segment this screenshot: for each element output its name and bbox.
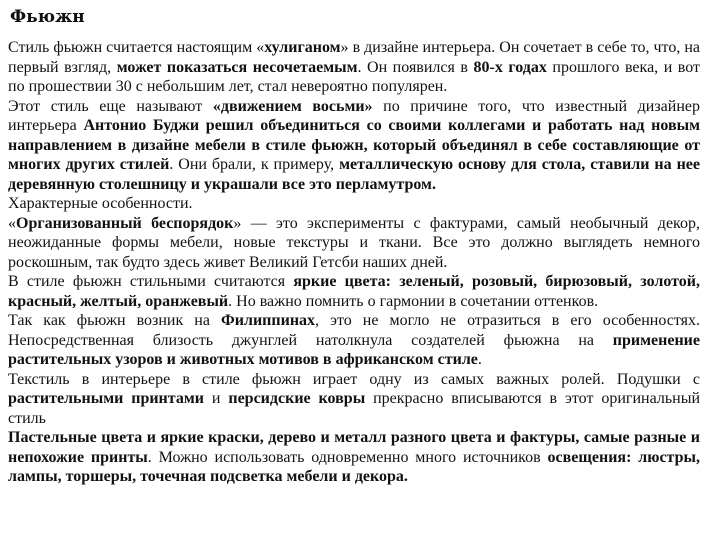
body-text — [8, 38, 700, 487]
paragraph — [8, 38, 700, 97]
text-run: . Он появился в — [357, 58, 474, 76]
text-run: прошлого века, и вот по прошествии 30 с небольшим лет, стал невероятно популярен. — [8, 58, 701, 95]
text-run: Так как фьюжн возник на — [8, 312, 222, 329]
text-run: и — [203, 390, 229, 407]
bold-text-run: металлическую основу для стола, ставили на нее деревянную столешницу и украшали все это перламутром. — [8, 156, 701, 193]
text-run: . Но важно помнить о гармонии в сочетании оттенков. — [228, 292, 599, 310]
paragraph — [8, 214, 700, 273]
paragraph — [8, 97, 700, 195]
page-title: Фьюжн — [10, 7, 85, 27]
bold-text-run: 80-х годах — [473, 58, 547, 76]
bold-text-run: применение растительных узоров и животных мотивов в африканском стиле — [8, 331, 700, 368]
paragraph — [8, 428, 700, 487]
text-run: прекрасно вписываются в этот оригинальный стиль — [8, 390, 701, 427]
bold-text-run: хулиганом — [264, 39, 341, 56]
text-run: , это не могло не отразиться в его особенностях. Непосредственная близость джунглей натолкнула создателей фьюжна на — [8, 312, 700, 349]
bold-text-run: освещения: люстры, лампы, торшеры, точечная подсветка мебели и декора. — [8, 448, 700, 485]
text-run: по причине того, что известный дизайнер интерьера — [8, 97, 701, 134]
bold-text-run: «движением восьми» — [212, 97, 373, 115]
text-run: . Они брали, к примеру, — [169, 156, 340, 173]
bold-text-run: может показаться несочетаемым — [116, 58, 358, 76]
text-run: Характерные особенности. — [8, 195, 193, 212]
text-run: « — [8, 214, 16, 232]
text-run: . — [477, 351, 482, 368]
text-run: . Можно использовать одновременно много источников — [147, 448, 548, 466]
paragraph — [8, 370, 700, 429]
paragraph — [8, 194, 700, 214]
bold-text-run: Организованный беспорядок — [16, 214, 234, 232]
bold-text-run: персидские ковры — [228, 390, 366, 407]
text-run: В стиле фьюжн стильными считаются — [8, 273, 294, 290]
text-run: » в дизайне интерьера. Он сочетает в себе то, что, на первый взгляд, — [8, 39, 701, 76]
bold-text-run: Антонио Буджи решил объединиться со своими коллегами и работать над новым направлением в дизайне мебели в стиле фьюжн, который объединял в себе составляющие от многих других стилей — [8, 117, 701, 173]
text-run: Стиль фьюжн считается настоящим « — [8, 39, 265, 56]
text-run: Текстиль в интерьере в стиле фьюжн играет одну из самых важных ролей. Подушки с — [8, 370, 700, 388]
bold-text-run: растительными принтами — [8, 390, 204, 407]
bold-text-run: яркие цвета: зеленый, розовый, бирюзовый, золотой, красный, желтый, оранжевый — [8, 273, 700, 310]
bold-text-run: Пастельные цвета и яркие краски, дерево и металл разного цвета и фактуры, самые разные и непохожие принты — [8, 429, 700, 466]
bold-text-run: Филиппинах — [221, 312, 316, 329]
paragraph — [8, 311, 700, 370]
text-run: Этот стиль еще называют — [8, 97, 213, 115]
text-run: » — это эксперименты с фактурами, самый необычный декор, неожиданные формы мебели, новые текстуры и ткани. Все это должно выглядеть немного роскошным, так будто здесь живет Великий Гетсби наших дней. — [8, 214, 701, 271]
paragraph — [8, 272, 700, 311]
